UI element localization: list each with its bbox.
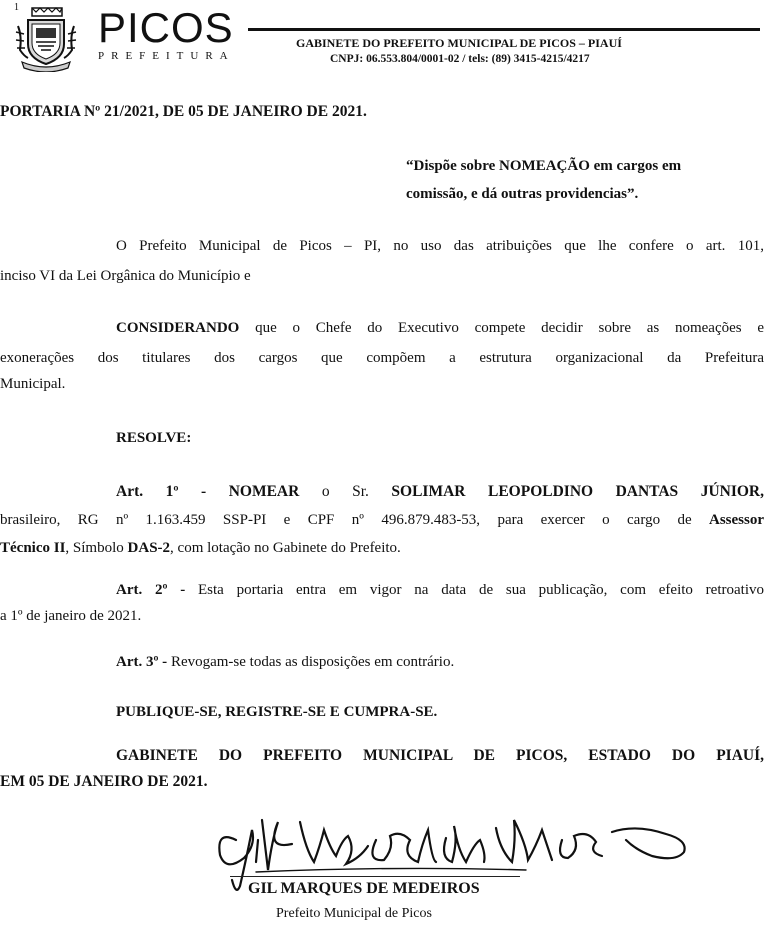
- preamble-line-1: O Prefeito Municipal de Picos – PI, no uso das atribuições que lhe confere o art. 101,: [116, 238, 764, 254]
- considerando-line-1: [116, 318, 764, 338]
- art1-line-3: [0, 538, 401, 558]
- header-divider: [248, 28, 760, 31]
- letterhead: [0, 0, 768, 80]
- signatory-name: GIL MARQUES DE MEDEIROS: [248, 880, 480, 897]
- publique-line: PUBLIQUE-SE, REGISTRE-SE E CUMPRA-SE.: [116, 704, 438, 720]
- art2-label: Art. 2º -: [116, 582, 186, 598]
- brand-name: PICOS: [98, 4, 234, 51]
- signature-line: [230, 876, 520, 877]
- resolve-heading: RESOLVE:: [116, 430, 192, 446]
- art1-connector: o Sr.: [299, 483, 392, 500]
- considerando-text: que o Chefe do Executivo compete decidir sobre as nomeações e: [239, 320, 764, 336]
- ementa-line-2: comissão, e dá outras providencias”.: [406, 186, 639, 202]
- considerando-keyword: CONSIDERANDO: [116, 320, 240, 336]
- art1-label: Art. 1º - NOMEAR: [116, 483, 300, 500]
- closing-line-1: GABINETE DO PREFEITO MUNICIPAL DE PICOS, ESTADO DO PIAUÍ,: [116, 747, 764, 764]
- preamble-line-2: inciso VI da Lei Orgânica do Município e: [0, 268, 251, 284]
- office-name: GABINETE DO PREFEITO MUNICIPAL DE PICOS – PIAUÍ: [296, 36, 622, 50]
- art3-label: Art. 3º -: [116, 654, 168, 670]
- brand-subtitle: PREFEITURA: [98, 50, 235, 62]
- art1-appointee-name: SOLIMAR LEOPOLDINO DANTAS JÚNIOR,: [391, 483, 764, 500]
- art1-line-1: [116, 482, 764, 502]
- art1-line-2: [0, 510, 764, 530]
- coat-of-arms-icon: [14, 6, 78, 72]
- document-title: PORTARIA Nº 21/2021, DE 05 DE JANEIRO DE 2021.: [0, 103, 367, 120]
- art3-line: [116, 652, 454, 672]
- art2-line-2: a 1º de janeiro de 2021.: [0, 608, 142, 624]
- art1-symbol-label: , Símbolo: [65, 540, 128, 556]
- office-cnpj: CNPJ: 06.553.804/0001-02 / tels: (89) 3415-4215/4217: [330, 53, 590, 65]
- art2-text: Esta portaria entra em vigor na data de sua publicação, com efeito retroativo: [185, 582, 764, 598]
- art1-position-part-1: Assessor: [709, 512, 764, 528]
- signatory-title: Prefeito Municipal de Picos: [276, 906, 432, 921]
- closing-line-2: EM 05 DE JANEIRO DE 2021.: [0, 773, 208, 790]
- art1-lotacao: , com lotação no Gabinete do Prefeito.: [170, 540, 401, 556]
- considerando-line-2: exonerações dos titulares dos cargos que compõem a estrutura organizacional da Prefeitura: [0, 350, 764, 366]
- page-number: 1: [14, 2, 19, 13]
- art3-text: Revogam-se todas as disposições em contrário.: [167, 654, 455, 670]
- art2-line-1: [116, 580, 764, 600]
- ementa-line-1: “Dispõe sobre NOMEAÇÃO em cargos em: [406, 158, 682, 174]
- considerando-line-3: Municipal.: [0, 376, 66, 392]
- art1-line-2-text: brasileiro, RG nº 1.163.459 SSP-PI e CPF nº 496.879.483-53, para exercer o cargo de: [0, 512, 709, 528]
- art1-position-part-2: Técnico II: [0, 540, 66, 556]
- art1-symbol: DAS-2: [127, 540, 171, 556]
